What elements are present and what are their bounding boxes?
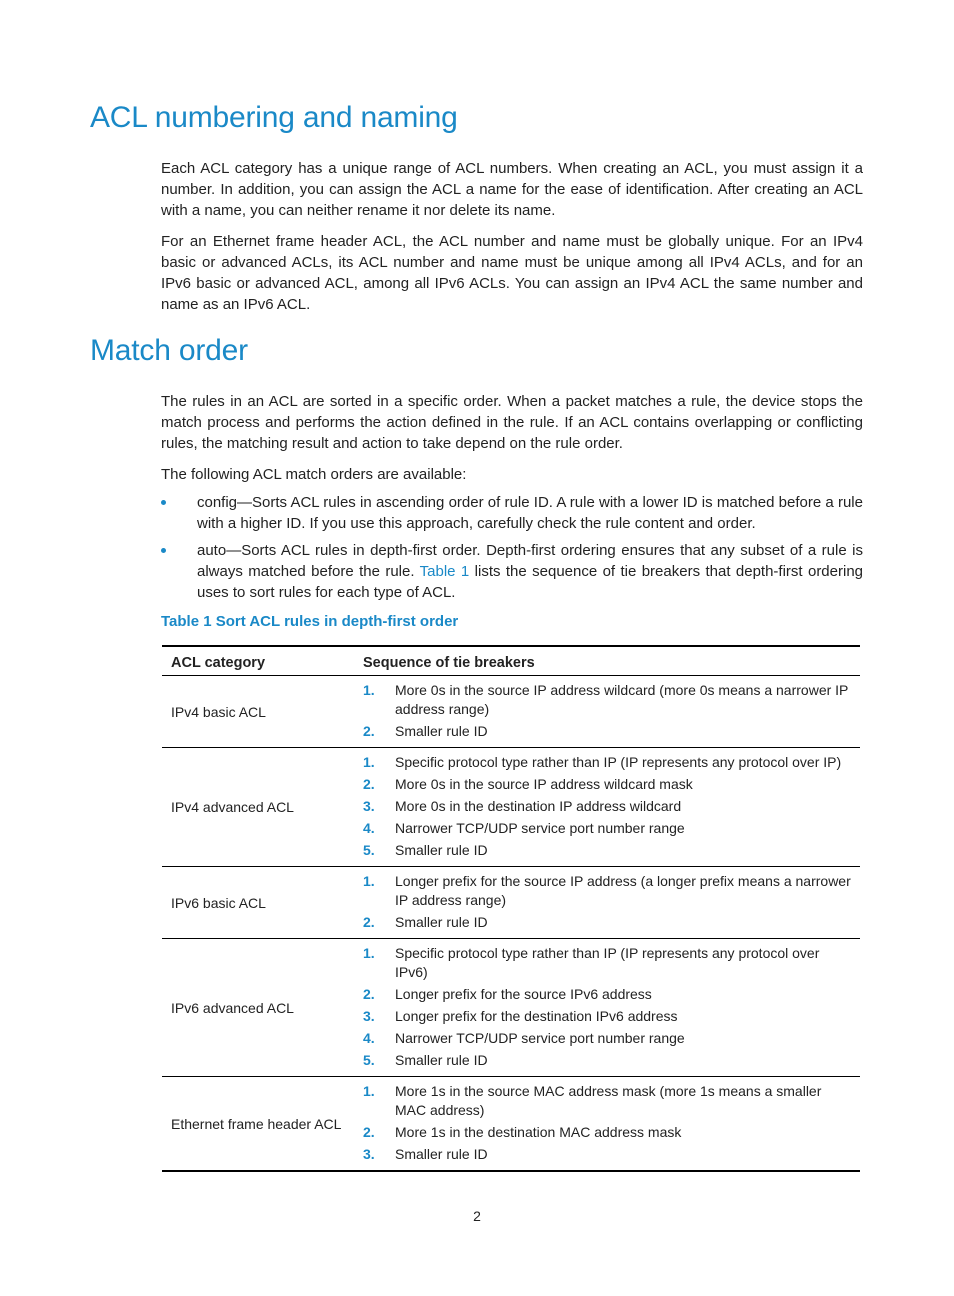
step-text: Specific protocol type rather than IP (IP represents any protocol over IPv6) (395, 945, 820, 980)
list-item (363, 819, 851, 838)
step-number: 1. (363, 1083, 375, 1099)
step-number: 1. (363, 754, 375, 770)
tie-breaker-list (363, 753, 851, 860)
list-item (363, 681, 851, 719)
bullet-icon (161, 500, 166, 505)
step-number: 3. (363, 1146, 375, 1162)
table-body (162, 676, 860, 1172)
step-text: More 0s in the source IP address wildcard (more 0s means a narrower IP address range) (395, 682, 849, 717)
tie-breaker-cell (354, 1077, 860, 1172)
paragraph: For an Ethernet frame header ACL, the ACL number and name must be globally unique. For an IPv4 basic or advanced ACLs, its ACL number and name must be unique among all IPv4 ACLs, and for an IPv6 basic or advanced ACL, among all IPv6 ACLs. You can assign an IPv4 ACL the same number and name as an IPv6 ACL. (161, 233, 863, 313)
step-number: 2. (363, 986, 375, 1002)
step-number: 2. (363, 1124, 375, 1140)
step-number: 1. (363, 682, 375, 698)
acl-order-table (162, 645, 860, 1172)
list-item (363, 722, 851, 741)
step-number: 4. (363, 820, 375, 836)
step-number: 5. (363, 1052, 375, 1068)
step-text: Smaller rule ID (395, 842, 488, 858)
step-text: Smaller rule ID (395, 914, 488, 930)
table-1-link[interactable]: Table 1 (419, 563, 470, 580)
tie-breaker-cell (354, 939, 860, 1077)
bullet-item-config (161, 492, 863, 534)
list-item (363, 1029, 851, 1048)
step-number: 2. (363, 776, 375, 792)
list-item (363, 985, 851, 1004)
list-item (363, 1123, 851, 1142)
paragraph: Each ACL category has a unique range of ACL numbers. When creating an ACL, you must assign it a number. In addition, you can assign the ACL a name for the ease of identification. After creating an ACL with a name, you can neither rename it nor delete its name. (161, 160, 863, 219)
step-text: Smaller rule ID (395, 1146, 488, 1162)
tie-breaker-cell (354, 748, 860, 867)
list-item (363, 944, 851, 982)
tie-breaker-cell (354, 867, 860, 939)
table-caption: Table 1 Sort ACL rules in depth-first order (161, 613, 459, 630)
paragraph: The following ACL match orders are available: (161, 466, 467, 483)
list-item (363, 1007, 851, 1026)
acl-category-cell: IPv4 advanced ACL (162, 748, 354, 867)
step-number: 3. (363, 798, 375, 814)
step-text: Longer prefix for the source IP address (a longer prefix means a narrower IP address range) (395, 873, 851, 908)
header-sequence: Sequence of tie breakers (354, 646, 860, 676)
acl-category-cell: IPv6 advanced ACL (162, 939, 354, 1077)
step-text: Smaller rule ID (395, 723, 488, 739)
paragraph: The rules in an ACL are sorted in a specific order. When a packet matches a rule, the device stops the match process and performs the action defined in the rule. If an ACL contains overlapping or conflicting rules, the matching result and action to take depend on the rule order. (161, 393, 863, 452)
acl-category-cell: IPv4 basic ACL (162, 676, 354, 748)
step-number: 5. (363, 842, 375, 858)
page-number: 2 (473, 1208, 481, 1224)
step-number: 2. (363, 914, 375, 930)
table-row (162, 1077, 860, 1172)
list-item (363, 872, 851, 910)
tie-breaker-cell (354, 676, 860, 748)
header-acl-category: ACL category (162, 646, 354, 676)
bullet-text: config—Sorts ACL rules in ascending order of rule ID. A rule with a lower ID is matched before a rule with a higher ID. If you use this approach, carefully check the rule content and order. (197, 494, 863, 532)
tie-breaker-list (363, 944, 851, 1070)
list-item (363, 797, 851, 816)
list-item (363, 775, 851, 794)
acl-category-cell: IPv6 basic ACL (162, 867, 354, 939)
table-row (162, 939, 860, 1077)
step-text: Smaller rule ID (395, 1052, 488, 1068)
bullet-text (197, 540, 863, 603)
list-item (363, 913, 851, 932)
step-text: Specific protocol type rather than IP (IP represents any protocol over IP) (395, 754, 842, 770)
bullet-text-before: auto—Sorts ACL rules in depth-first order. Depth-first ordering ensures that any subset of a rule is always matched before the rule. (197, 542, 863, 580)
section-title-match-order: Match order (90, 334, 248, 367)
acl-category-cell: Ethernet frame header ACL (162, 1077, 354, 1172)
step-text: More 1s in the destination MAC address mask (395, 1124, 682, 1140)
table-row (162, 748, 860, 867)
bullet-item-auto (161, 540, 863, 603)
step-text: More 1s in the source MAC address mask (more 1s means a smaller MAC address) (395, 1083, 822, 1118)
step-text: Longer prefix for the source IPv6 address (395, 986, 652, 1002)
step-text: Longer prefix for the destination IPv6 address (395, 1008, 678, 1024)
bullet-icon (161, 548, 166, 553)
step-number: 3. (363, 1008, 375, 1024)
step-number: 1. (363, 945, 375, 961)
step-text: More 0s in the source IP address wildcard mask (395, 776, 693, 792)
step-text: Narrower TCP/UDP service port number range (395, 1030, 685, 1046)
bullet-text-after: lists the sequence of tie breakers that depth-first ordering uses to sort rules for each type of ACL. (197, 563, 864, 601)
list-item (363, 1145, 851, 1164)
table-header-row (162, 646, 860, 676)
step-text: Narrower TCP/UDP service port number range (395, 820, 685, 836)
tie-breaker-list (363, 1082, 851, 1164)
tie-breaker-list (363, 872, 851, 932)
section-title-acl-numbering: ACL numbering and naming (90, 101, 458, 134)
step-number: 2. (363, 723, 375, 739)
table-row (162, 867, 860, 939)
step-number: 1. (363, 873, 375, 889)
step-number: 4. (363, 1030, 375, 1046)
list-item (363, 1082, 851, 1120)
list-item (363, 1051, 851, 1070)
list-item (363, 841, 851, 860)
table-row (162, 676, 860, 748)
step-text: More 0s in the destination IP address wildcard (395, 798, 682, 814)
list-item (363, 753, 851, 772)
tie-breaker-list (363, 681, 851, 741)
